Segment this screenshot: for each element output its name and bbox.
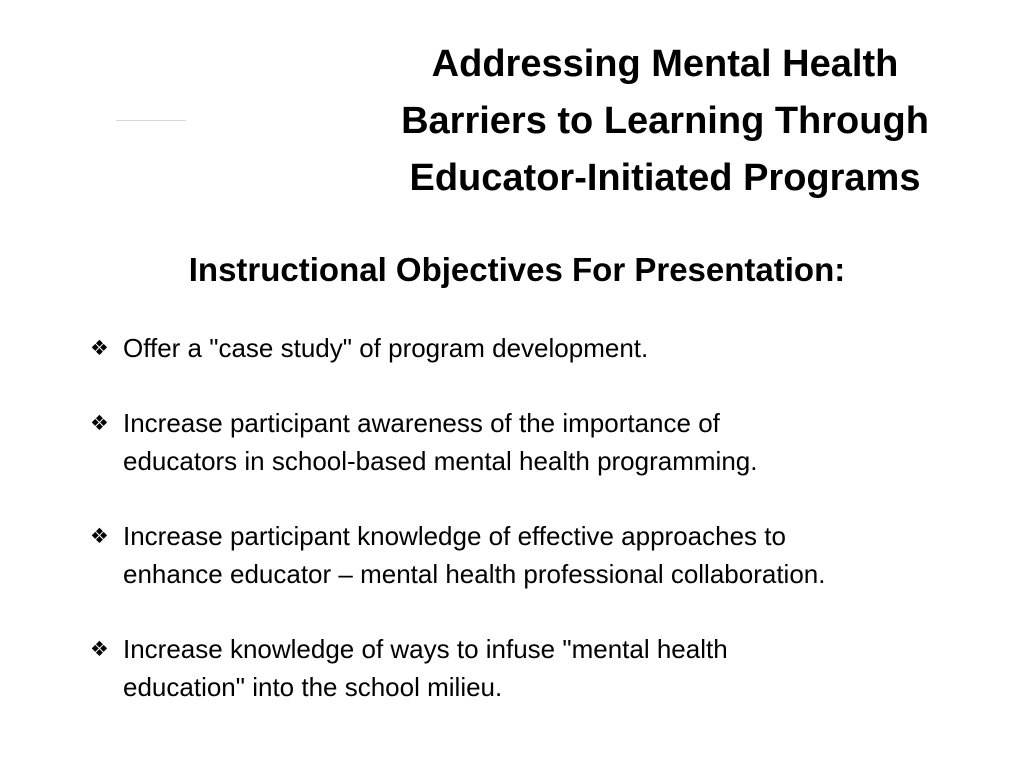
bullet-text: enhance educator – mental health professional collaboration.: [123, 559, 826, 589]
bullet-text: Offer a "case study" of program development.: [123, 333, 649, 363]
objectives-list: [88, 329, 1008, 743]
slide-subtitle: Instructional Objectives For Presentation:: [188, 251, 846, 288]
title-line: Barriers to Learning Through: [401, 100, 929, 142]
bullet-text: education" into the school milieu.: [123, 672, 503, 702]
title-line: Addressing Mental Health: [431, 43, 899, 85]
diamond-bullet-icon: ❖: [90, 411, 109, 435]
diamond-bullet-icon: ❖: [90, 336, 109, 360]
list-item: [88, 329, 1008, 367]
list-item: [88, 517, 1008, 593]
title-line: Educator-Initiated Programs: [409, 157, 921, 199]
bullet-text: Increase participant knowledge of effective approaches to: [123, 521, 786, 551]
list-item: [88, 630, 1008, 706]
bullet-text: Increase participant awareness of the importance of: [123, 408, 720, 438]
diamond-bullet-icon: ❖: [90, 524, 109, 548]
diamond-bullet-icon: ❖: [90, 637, 109, 661]
decorative-rule: [116, 120, 186, 121]
bullet-text: educators in school-based mental health programming.: [123, 446, 758, 476]
slide-title: [340, 36, 990, 207]
list-item: [88, 404, 1008, 480]
bullet-text: Increase knowledge of ways to infuse "mental health: [123, 634, 728, 664]
